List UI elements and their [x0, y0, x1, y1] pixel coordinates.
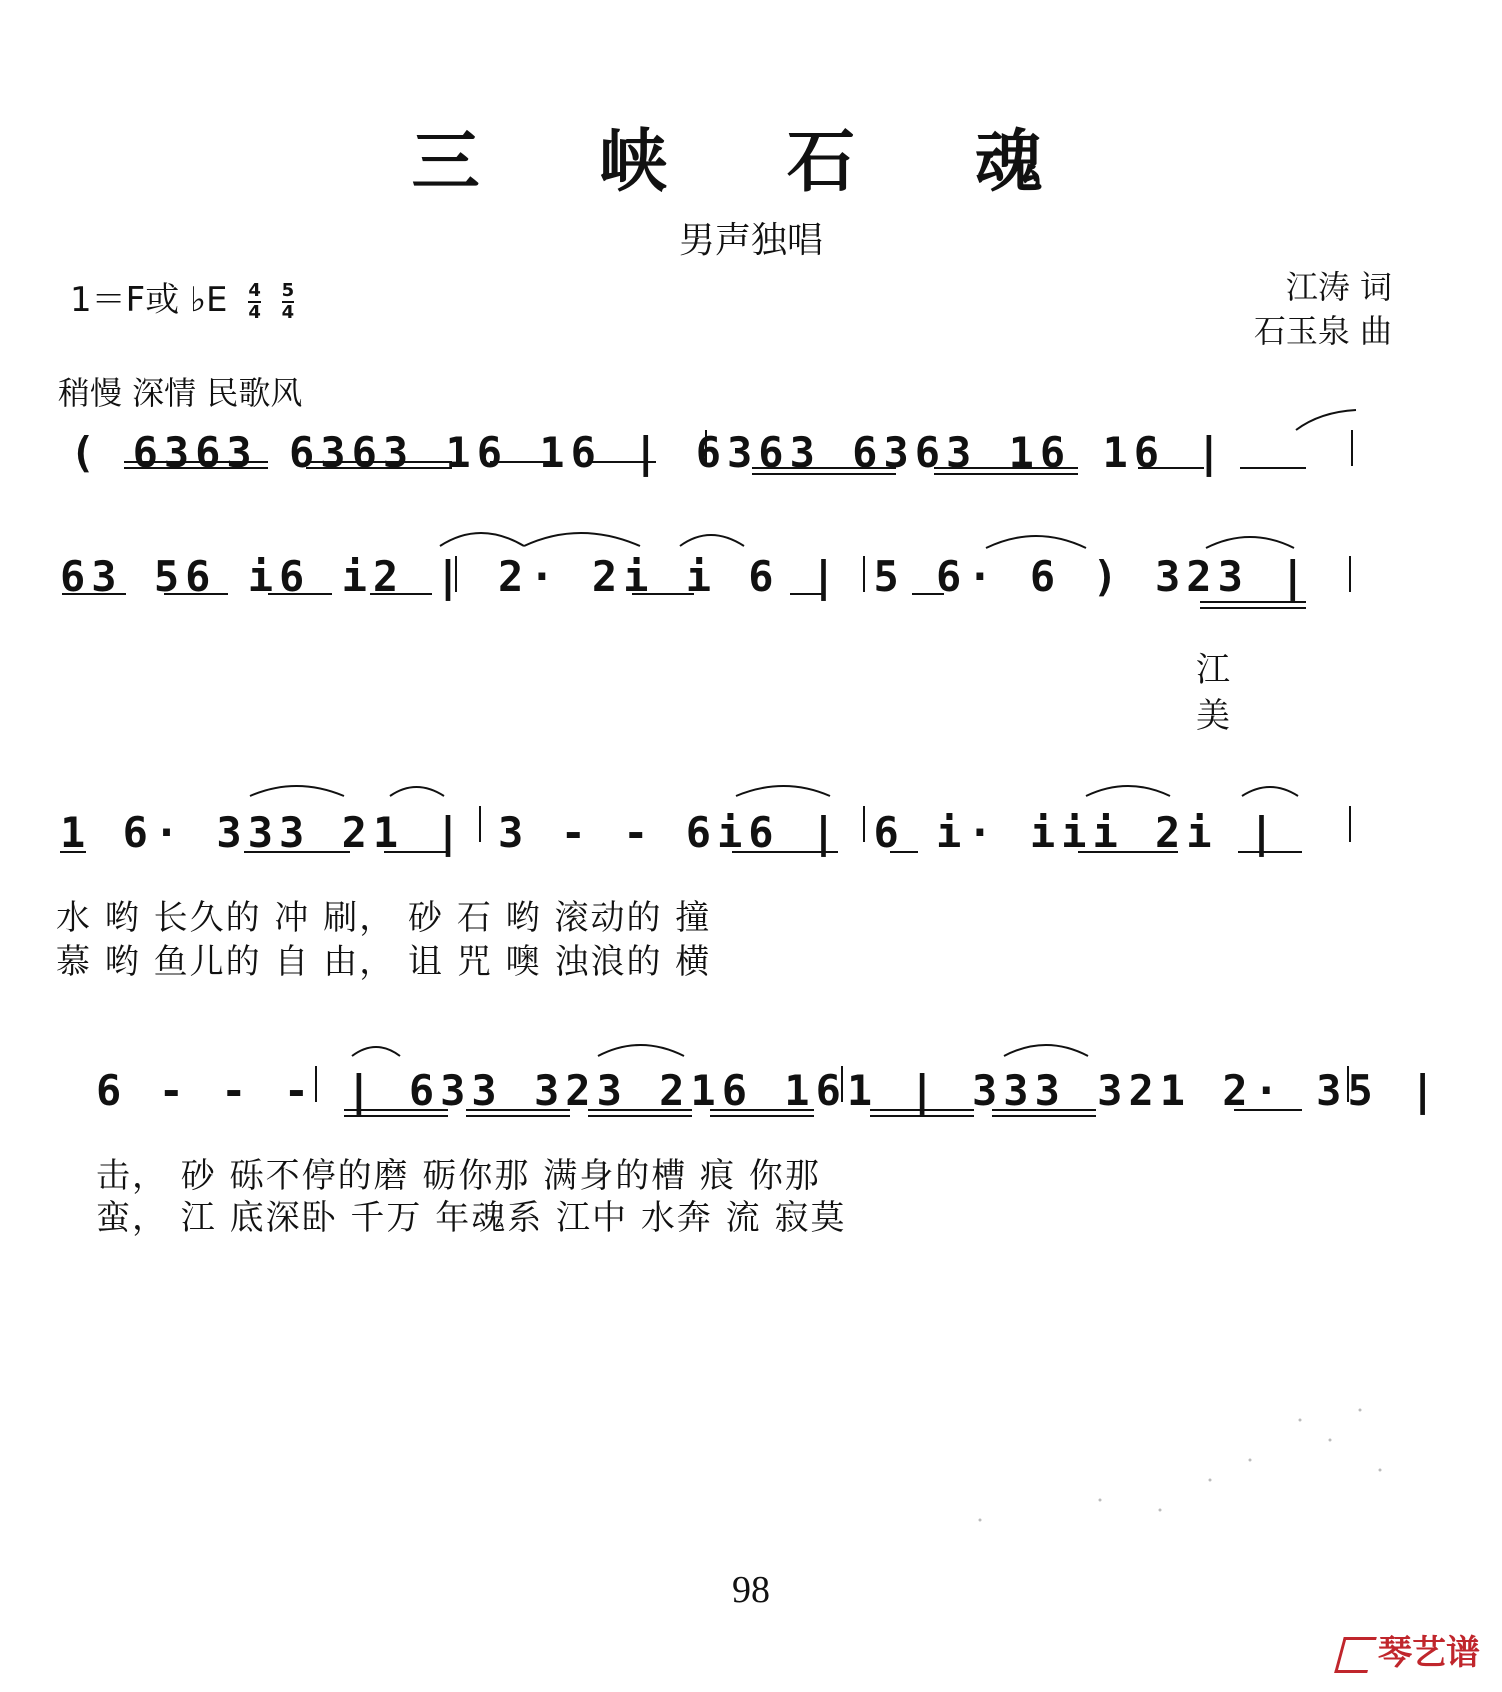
lyric-line-2-verse-2: 美	[1196, 696, 1232, 736]
song-subtitle: 男声独唱	[678, 220, 823, 261]
lyric-line-3-verse-2: 慕 哟 鱼儿的 自 由， 诅 咒 噢 浊浪的 横	[56, 942, 712, 982]
lyric-line-3-verse-1: 水 哟 长久的 冲 刷， 砂 石 哟 滚动的 撞	[56, 898, 712, 938]
notation-line-4: 6 - - - | 633 323 216 161 | 333 321 2· 35 |	[96, 1066, 1442, 1115]
logo-mark-icon	[1334, 1637, 1377, 1673]
notation-line-1: ( 6363 6363 16 16 | 6363 6363 16 16 |	[70, 428, 1228, 477]
lyric-line-4-verse-1: 击， 砂 砾不停的磨 砺你那 满身的槽 痕 你那	[96, 1156, 821, 1196]
notation-line-2: 63 56 i6 i2 | 2· 2i i 6 | 5 6· 6 ) 323 |	[60, 552, 1312, 601]
lyric-line-2-verse-1: 江	[1196, 650, 1232, 690]
key-signature: 1＝F或 ♭E	[70, 280, 228, 320]
time-signature-2: $\frac{5}{4}$	[281, 279, 295, 323]
watermark-logo: 琴艺谱	[1339, 1625, 1480, 1674]
lyricist: 江涛 词	[1285, 268, 1392, 306]
tempo-marking: 稍慢 深情 民歌风	[58, 374, 303, 412]
composer: 石玉泉 曲	[1253, 312, 1392, 350]
time-signature-1: $\frac{4}{4}$	[248, 279, 261, 323]
page-number: 98	[732, 1569, 770, 1611]
notation-line-3: 1 6· 333 21 | 3 - - 6i6 | 6 i· iii 2i |	[60, 808, 1281, 857]
lyric-line-4-verse-2: 蛮， 江 底深卧 千万 年魂系 江中 水奔 流 寂莫	[96, 1198, 847, 1238]
song-title: 三 峡 石 魂	[411, 122, 1091, 202]
